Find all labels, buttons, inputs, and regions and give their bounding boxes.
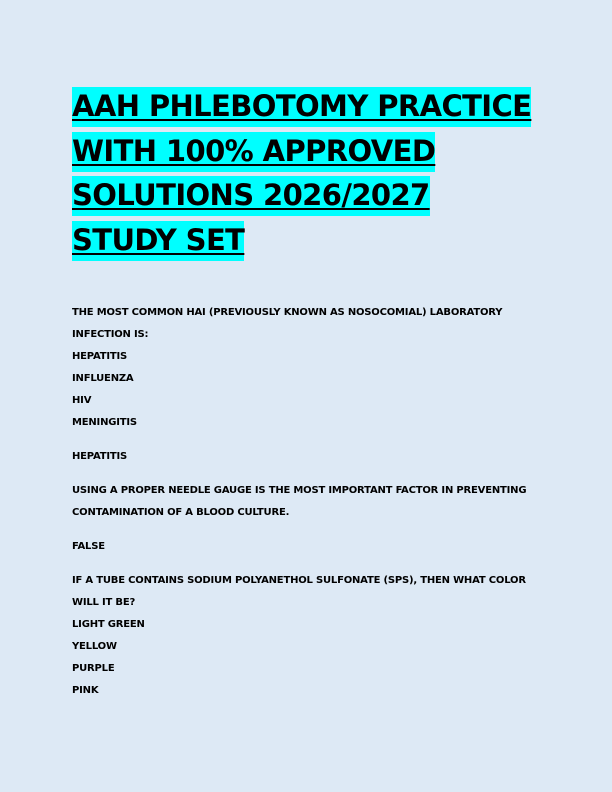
question-item (72, 570, 542, 702)
answer-text: FALSE (72, 541, 105, 552)
option-item: PINK (72, 685, 99, 696)
answer-text: HEPATITIS (72, 451, 128, 462)
option-item: INFLUENZA (72, 373, 134, 384)
question-text: IF A TUBE CONTAINS SODIUM POLYANETHOL SULFONATE (SPS), THEN WHAT COLOR WILL IT BE? (72, 575, 526, 608)
option-item: HIV (72, 395, 92, 406)
question-text: USING A PROPER NEEDLE GAUGE IS THE MOST IMPORTANT FACTOR IN PREVENTING CONTAMINATION OF A BLOOD CULTURE. (72, 485, 527, 518)
option-list (72, 346, 542, 434)
document-title-text: AAH PHLEBOTOMY PRACTICE WITH 100% APPROVED SOLUTIONS 2026/2027 STUDY SET (72, 87, 531, 261)
question-item (72, 302, 542, 468)
option-item: YELLOW (72, 641, 117, 652)
option-item: MENINGITIS (72, 417, 137, 428)
option-item: HEPATITIS (72, 351, 128, 362)
question-text: THE MOST COMMON HAI (PREVIOUSLY KNOWN AS NOSOCOMIAL) LABORATORY INFECTION IS: (72, 307, 503, 340)
option-item: PURPLE (72, 663, 115, 674)
question-list (72, 302, 542, 702)
question-item (72, 480, 542, 558)
document-title (72, 84, 542, 262)
option-list (72, 614, 542, 702)
option-item: LIGHT GREEN (72, 619, 145, 630)
